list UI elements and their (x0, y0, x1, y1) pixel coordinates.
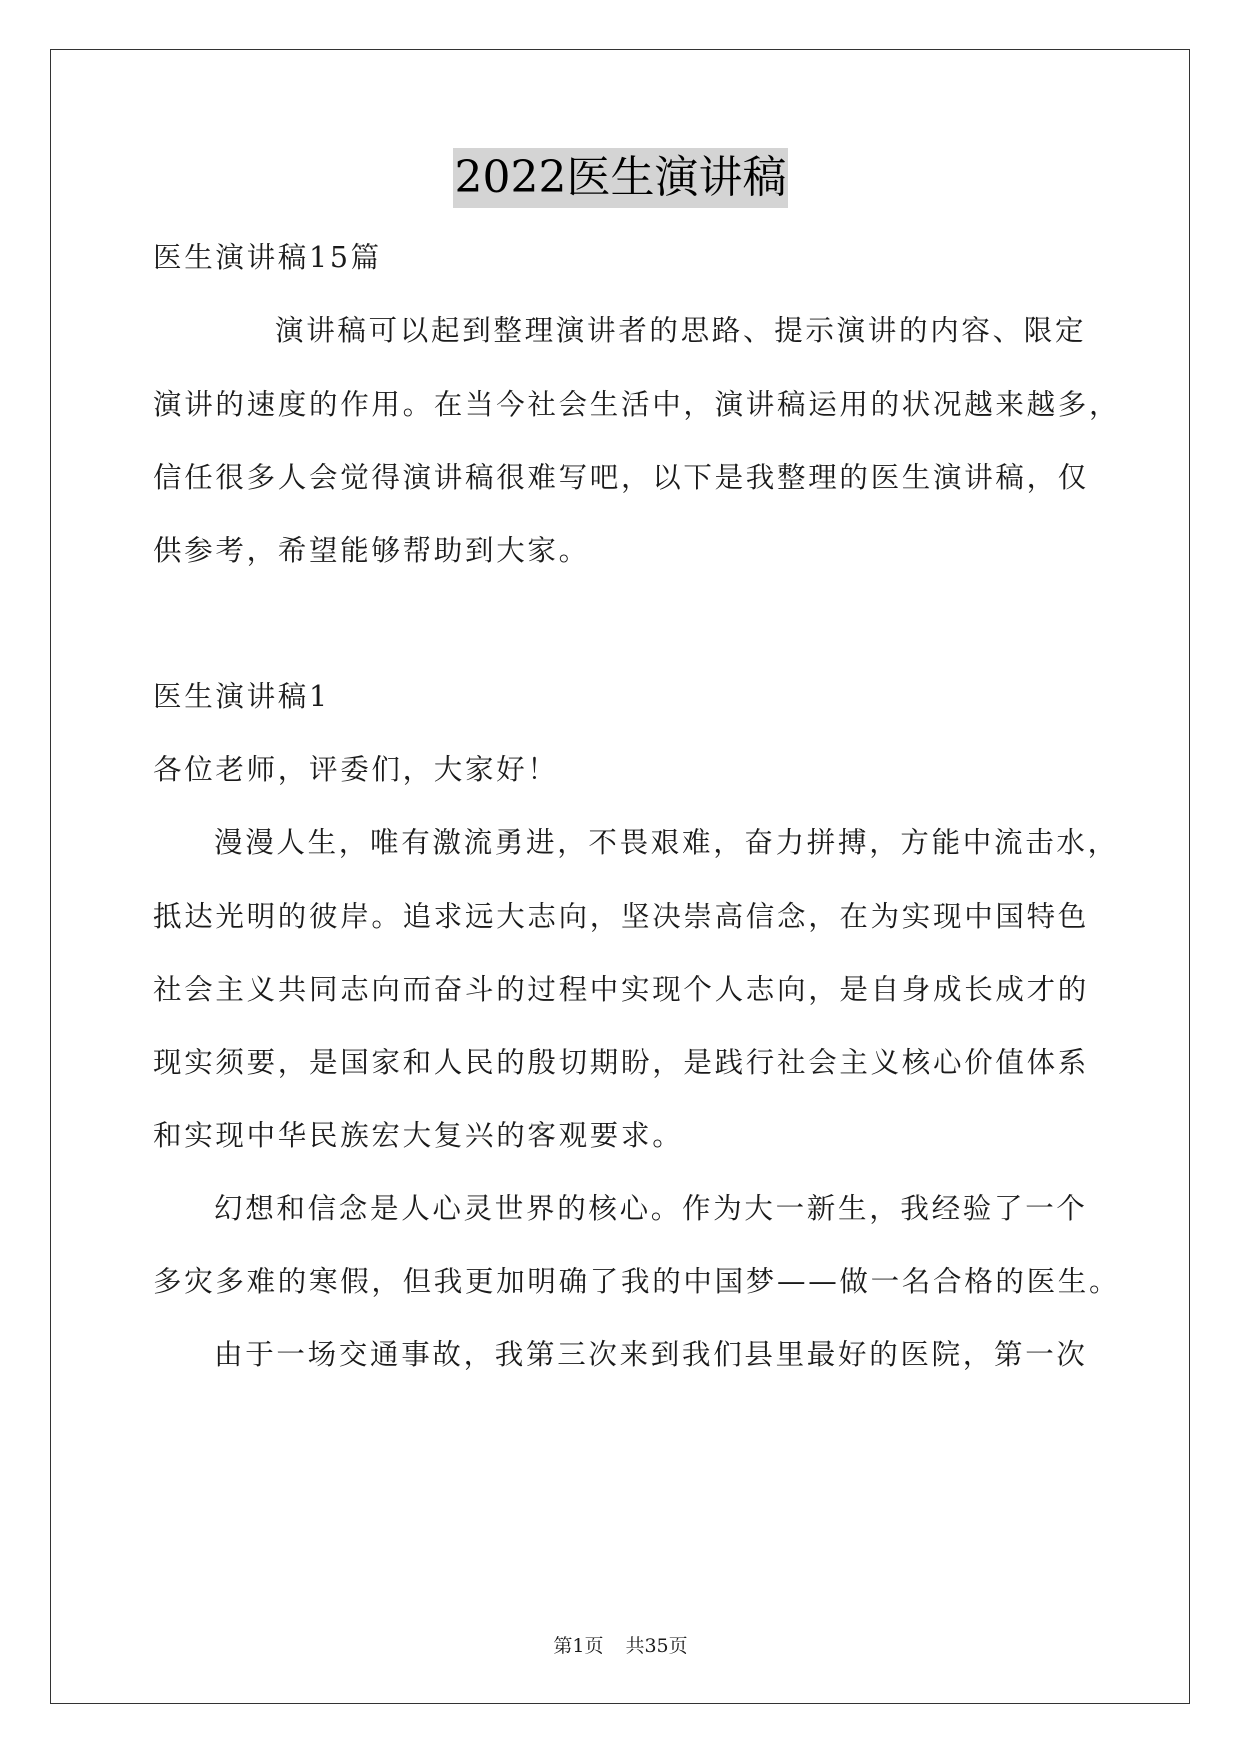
intro-line: 演讲稿可以起到整理演讲者的思路、提示演讲的内容、限定 (275, 314, 1087, 347)
intro-line: 信任很多人会觉得演讲稿很难写吧，以下是我整理的医生演讲稿，仅 (153, 461, 1090, 494)
paragraph-line: 和实现中华民族宏大复兴的客观要求。 (153, 1119, 684, 1152)
subtitle: 医生演讲稿15篇 (153, 241, 382, 274)
paragraph-line: 漫漫人生，唯有激流勇进，不畏艰难，奋力拼搏，方能中流击水， (214, 826, 1119, 859)
section-heading: 医生演讲稿1 (153, 680, 330, 713)
paragraph-line: 幻想和信念是人心灵世界的核心。作为大一新生，我经验了一个 (214, 1192, 1088, 1225)
greeting: 各位老师，评委们，大家好！ (153, 753, 559, 786)
intro-line: 演讲的速度的作用。在当今社会生活中，演讲稿运用的状况越来越多， (153, 388, 1121, 421)
paragraph-line: 抵达光明的彼岸。追求远大志向，坚决崇高信念，在为实现中国特色 (153, 900, 1090, 933)
intro-line: 供参考，希望能够帮助到大家。 (153, 534, 590, 567)
page-number: 第1页 (553, 1635, 604, 1657)
page-border (50, 49, 1190, 1704)
title-container (0, 148, 1241, 208)
document-title: 2022医生演讲稿 (453, 148, 789, 208)
paragraph-line: 现实须要，是国家和人民的殷切期盼，是践行社会主义核心价值体系 (153, 1046, 1090, 1079)
paragraph-line: 由于一场交通事故，我第三次来到我们县里最好的医院，第一次 (214, 1338, 1088, 1371)
paragraph-line: 多灾多难的寒假，但我更加明确了我的中国梦——做一名合格的医生。 (153, 1265, 1121, 1298)
page-total: 共35页 (625, 1635, 688, 1657)
page-footer (0, 1633, 1241, 1659)
paragraph-line: 社会主义共同志向而奋斗的过程中实现个人志向，是自身成长成才的 (153, 973, 1090, 1006)
